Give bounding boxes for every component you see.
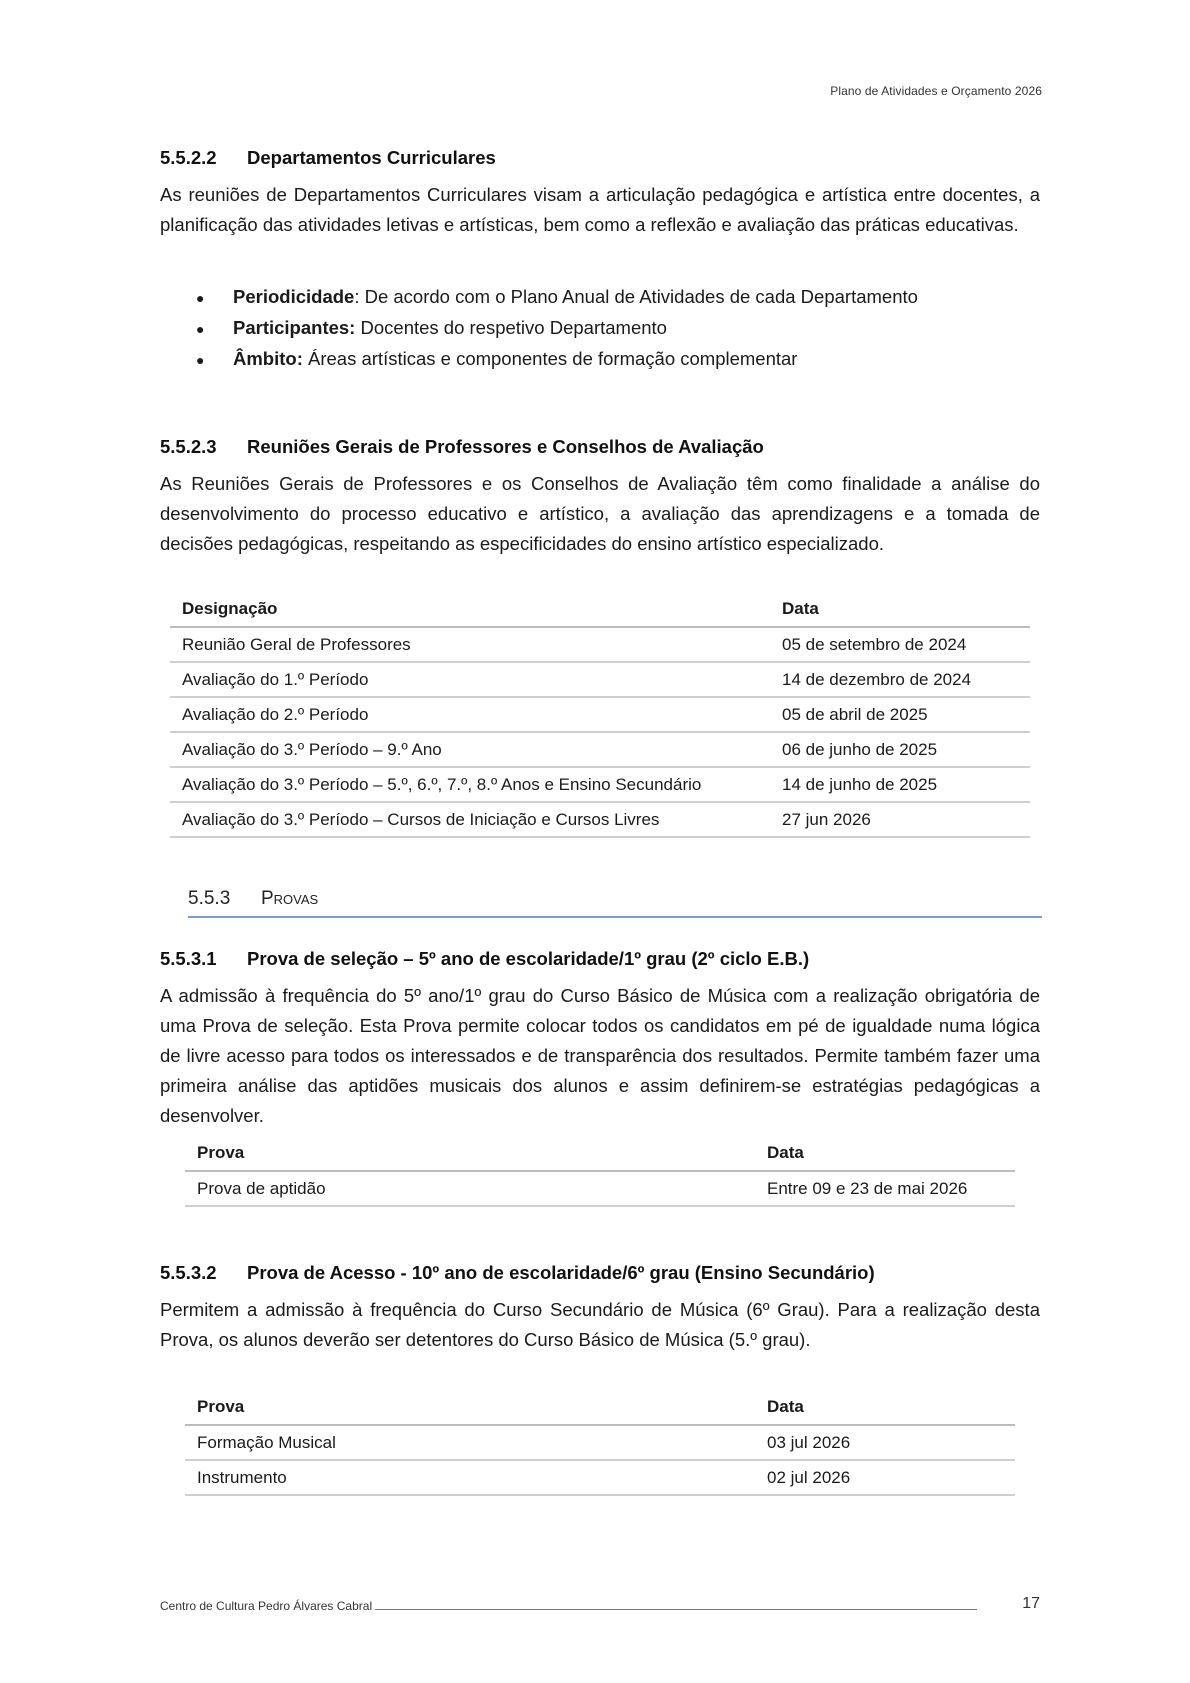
bullet-item: ● Periodicidade: De acordo com o Plano Anual de Atividades de cada Departamento — [160, 282, 1040, 313]
cell-data: 03 jul 2026 — [755, 1425, 1015, 1460]
cell-prova: Instrumento — [185, 1460, 755, 1495]
bullet-text: Docentes do respetivo Departamento — [360, 317, 667, 338]
bullet-label: Participantes: — [233, 317, 356, 338]
heading-number: 5.5.3.2 — [160, 1262, 217, 1283]
cell-designacao: Avaliação do 1.º Período — [170, 662, 770, 697]
heading-5523 — [160, 436, 764, 458]
cell-prova: Formação Musical — [185, 1425, 755, 1460]
table-row — [170, 662, 1030, 697]
table-row — [170, 802, 1030, 837]
column-header: Prova — [185, 1390, 755, 1425]
footer-rule — [375, 1609, 977, 1610]
page-footer — [160, 1595, 1040, 1613]
paragraph-prova-selecao: A admissão à frequência do 5º ano/1º grau do Curso Básico de Música com a realização obrigatória de uma Prova de seleção. Esta Prova permite colocar todos os candidatos em pé de igualdade numa lógica de livre acesso para todos os interessados e de transparência dos resultados. Permite também fazer uma primeira análise das aptidões musicais dos alunos e assim definirem-se estratégias pedagógicas a desenvolver. — [160, 985, 1040, 1126]
heading-number: 5.5.3 — [188, 888, 231, 909]
table-prova-acesso — [185, 1390, 1015, 1496]
cell-data: 14 de junho de 2025 — [770, 767, 1030, 802]
bullet-item — [160, 344, 1040, 375]
heading-title: Departamentos Curriculares — [247, 147, 496, 168]
heading-title: Reuniões Gerais de Professores e Conselhos de Avaliação — [247, 436, 764, 457]
cell-designacao: Avaliação do 3.º Período – 9.º Ano — [170, 732, 770, 767]
table-row — [170, 627, 1030, 662]
heading-title: Prova de seleção – 5º ano de escolaridade/1º grau (2º ciclo E.B.) — [247, 948, 810, 969]
heading-5522 — [160, 147, 496, 169]
table-header-row — [185, 1136, 1015, 1171]
heading-title: Provas — [261, 888, 319, 909]
table-row — [185, 1425, 1015, 1460]
bullet-icon: ● — [196, 290, 205, 306]
table-header-row — [185, 1390, 1015, 1425]
cell-data: 06 de junho de 2025 — [770, 732, 1030, 767]
page-number: 17 — [1022, 1595, 1040, 1612]
footer-organization: Centro de Cultura Pedro Álvares Cabral — [160, 1599, 373, 1613]
table-row — [170, 697, 1030, 732]
cell-designacao: Avaliação do 2.º Período — [170, 697, 770, 732]
heading-title: Prova de Acesso - 10º ano de escolaridade/6º grau (Ensino Secundário) — [247, 1262, 875, 1283]
table-row — [170, 732, 1030, 767]
bullet-list-departamentos — [160, 282, 1040, 375]
column-header: Data — [755, 1136, 1015, 1171]
cell-data: Entre 09 e 23 de mai 2026 — [755, 1171, 1015, 1206]
bullet-label: Periodicidade — [233, 286, 355, 307]
heading-553 — [188, 888, 1042, 918]
heading-number: 5.5.3.1 — [160, 948, 217, 969]
cell-data: 02 jul 2026 — [755, 1460, 1015, 1495]
paragraph-reunioes: As Reuniões Gerais de Professores e os Conselhos de Avaliação têm como finalidade a análise do desenvolvimento do processo educativo e artístico, a avaliação das aprendizagens e a tomada de decisões pedagógicas, respeitando as especificidades do ensino artístico especializado. — [160, 473, 1040, 554]
cell-designacao: Avaliação do 3.º Período – 5.º, 6.º, 7.º, 8.º Anos e Ensino Secundário — [170, 767, 770, 802]
cell-data: 27 jun 2026 — [770, 802, 1030, 837]
cell-data: 05 de setembro de 2024 — [770, 627, 1030, 662]
bullet-text: De acordo com o Plano Anual de Atividades de cada Departamento — [364, 286, 918, 307]
bullet-label: Âmbito: — [233, 348, 303, 369]
column-header: Data — [755, 1390, 1015, 1425]
column-header: Data — [770, 592, 1030, 627]
running-header: Plano de Atividades e Orçamento 2026 — [830, 84, 1042, 98]
heading-number: 5.5.2.2 — [160, 147, 217, 168]
paragraph-departamentos: As reuniões de Departamentos Curriculares visam a articulação pedagógica e artística entre docentes, a planificação das atividades letivas e artísticas, bem como a reflexão e avaliação das práticas educativas. — [160, 184, 1040, 235]
column-header: Prova — [185, 1136, 755, 1171]
cell-data: 05 de abril de 2025 — [770, 697, 1030, 732]
cell-prova: Prova de aptidão — [185, 1171, 755, 1206]
bullet-icon: ● — [196, 352, 205, 368]
heading-5532 — [160, 1262, 875, 1284]
table-row — [170, 767, 1030, 802]
table-row — [185, 1171, 1015, 1206]
column-header: Designação — [170, 592, 770, 627]
table-reunioes — [170, 592, 1030, 838]
table-row — [185, 1460, 1015, 1495]
paragraph-prova-acesso: Permitem a admissão à frequência do Curso Secundário de Música (6º Grau). Para a realização desta Prova, os alunos deverão ser detentores do Curso Básico de Música (5.º grau). — [160, 1299, 1040, 1350]
bullet-text: Áreas artísticas e componentes de formação complementar — [308, 348, 798, 369]
cell-designacao: Reunião Geral de Professores — [170, 627, 770, 662]
table-header-row — [170, 592, 1030, 627]
cell-data: 14 de dezembro de 2024 — [770, 662, 1030, 697]
bullet-item — [160, 313, 1040, 344]
bullet-icon: ● — [196, 321, 205, 337]
table-prova-selecao — [185, 1136, 1015, 1207]
cell-designacao: Avaliação do 3.º Período – Cursos de Iniciação e Cursos Livres — [170, 802, 770, 837]
heading-5531 — [160, 948, 809, 970]
heading-number: 5.5.2.3 — [160, 436, 217, 457]
